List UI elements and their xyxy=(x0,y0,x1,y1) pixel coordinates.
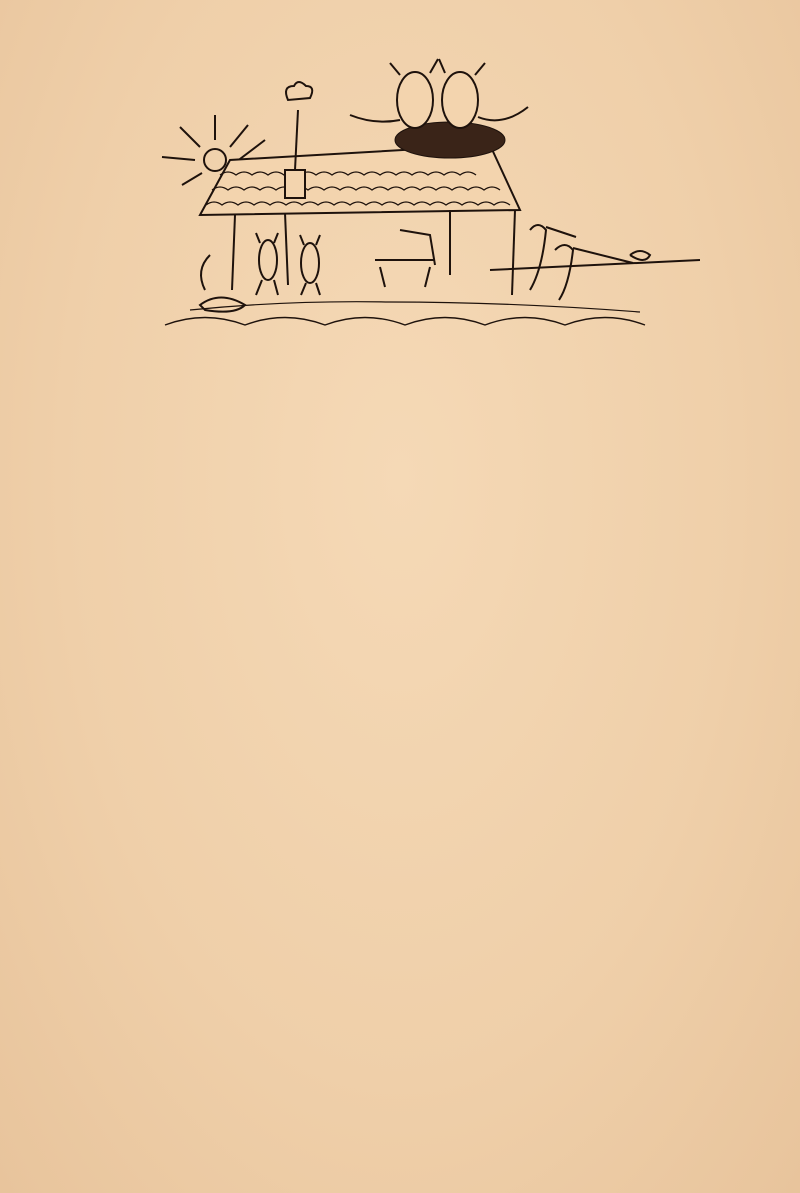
staff-system-5 xyxy=(48,838,748,910)
staff-system-3 xyxy=(48,622,748,694)
lyrics-line-4 xyxy=(48,800,748,828)
staff-system-2 xyxy=(48,512,748,584)
staff-system-1 xyxy=(48,404,748,476)
house-illustration xyxy=(160,45,700,340)
staff-system-4 xyxy=(48,730,748,802)
lyrics-line-1 xyxy=(48,468,748,496)
lyrics-line-5 xyxy=(48,904,748,932)
lyrics-line-2 xyxy=(48,578,748,606)
lyrics-line-3 xyxy=(48,694,748,722)
